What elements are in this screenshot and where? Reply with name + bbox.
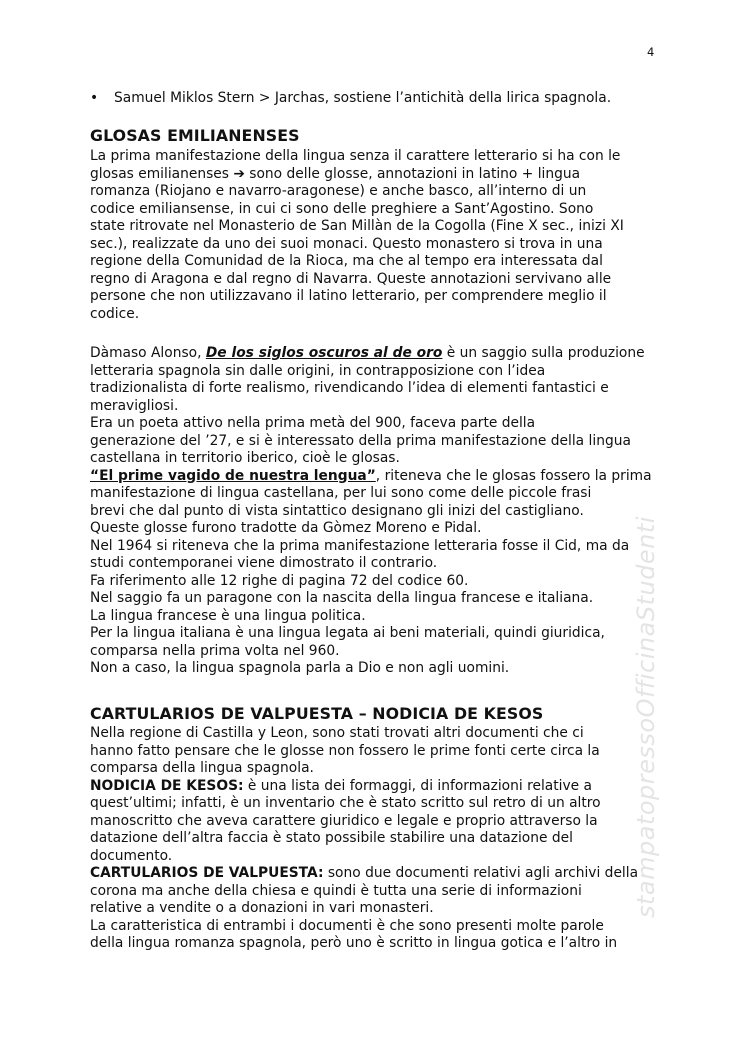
text-line: relative a vendite o a donazioni in vari monasteri. bbox=[90, 900, 434, 916]
text-line bbox=[90, 468, 650, 486]
text-line: hanno fatto pensare che le glosse non fossero le prime fonti certe circa la bbox=[90, 742, 600, 759]
term-label: NODICIA DE KESOS: bbox=[90, 777, 244, 794]
text-line: Non a caso, la lingua spagnola parla a Dio e non agli uomini. bbox=[90, 660, 510, 676]
text-line: letteraria spagnola sin dalle origini, in contrapposizione con l’idea bbox=[90, 362, 546, 379]
text-line: quest’ultimi; infatti, è un inventario che è stato scritto sul retro di un altro bbox=[90, 795, 601, 811]
paragraph-glosas bbox=[90, 148, 650, 323]
text-line: Nel 1964 si riteneva che la prima manifestazione letteraria fosse il Cid, ma da bbox=[90, 537, 630, 554]
text-line bbox=[90, 778, 650, 796]
bullet-text: Samuel Miklos Stern > Jarchas, sostiene l’antichità della lirica spagnola. bbox=[114, 90, 612, 106]
paragraph-cartularios bbox=[90, 725, 650, 953]
text-line: Per la lingua italiana è una lingua legata ai beni materiali, quindi giuridica, bbox=[90, 625, 605, 641]
section-heading-cartularios: CARTULARIOS DE VALPUESTA – NODICIA DE KESOS bbox=[90, 704, 544, 723]
text-span: sono due documenti relativi agli archivi della bbox=[323, 865, 639, 881]
text-span: è una lista dei formaggi, di informazioni relative a bbox=[243, 777, 592, 794]
text-line bbox=[90, 865, 650, 883]
bullet-item bbox=[90, 90, 611, 106]
text-line: La caratteristica di entrambi i documenti è che sono presenti molte parole bbox=[90, 917, 604, 934]
text-line: Nel saggio fa un paragone con la nascita della lingua francese e italiana. bbox=[90, 590, 594, 606]
text-line: sec.), realizzate da uno dei suoi monaci. Questo monastero si trova in una bbox=[90, 235, 603, 252]
section-heading-glosas: GLOSAS EMILIANENSES bbox=[90, 126, 300, 145]
text-line: Queste glosse furono tradotte da Gòmez Moreno e Pidal. bbox=[90, 520, 482, 536]
text-line: regione della Comunidad de la Rioca, ma che al tempo era interessata dal bbox=[90, 253, 603, 269]
text-line: comparsa nella prima volta nel 960. bbox=[90, 642, 340, 659]
text-line: generazione del ’27, e si è interessato della prima manifestazione della lingua bbox=[90, 432, 631, 449]
text-line: brevi che dal punto di vista sintattico designano gli inizi del castigliano. bbox=[90, 502, 584, 519]
text-line: meravigliosi. bbox=[90, 397, 179, 414]
paragraph-alonso bbox=[90, 345, 650, 678]
text-line: manifestazione di lingua castellana, per lui sono come delle piccole frasi bbox=[90, 485, 592, 501]
text-line: glosas emilianenses ➔ sono delle glosse, annotazioni in latino + lingua bbox=[90, 165, 581, 182]
text-line: corona ma anche della chiesa e quindi è tutta una serie di informazioni bbox=[90, 882, 582, 899]
text-line: documento. bbox=[90, 847, 173, 864]
bullet-symbol: • bbox=[90, 90, 99, 106]
text-line: della lingua romanza spagnola, però uno è scritto in lingua gotica e l’altro in bbox=[90, 935, 618, 951]
text-span: , riteneva che le glosas fossero la prima bbox=[375, 467, 652, 484]
text-line: romanza (Riojano e navarro-aragonese) e anche basco, all’interno di un bbox=[90, 183, 587, 199]
text-line: codice emiliansense, in cui ci sono delle preghiere a Sant’Agostino. Sono bbox=[90, 200, 594, 217]
text-line: persone che non utilizzavano il latino letterario, per comprendere meglio il bbox=[90, 288, 607, 304]
page-number: 4 bbox=[647, 45, 655, 59]
text-line: regno di Aragona e dal regno di Navarra. Queste annotazioni servivano alle bbox=[90, 270, 612, 287]
text-line: La lingua francese è una lingua politica. bbox=[90, 607, 366, 624]
text-line: manoscritto che aveva carattere giuridico e legale e proprio attraverso la bbox=[90, 812, 598, 829]
text-span: è un saggio sulla produzione bbox=[442, 345, 645, 361]
text-line bbox=[90, 345, 650, 363]
text-line: tradizionalista di forte realismo, rivendicando l’idea di elementi fantastici e bbox=[90, 380, 609, 396]
book-title: De los siglos oscuros al de oro bbox=[205, 345, 443, 361]
watermark: stampatopressoOfficinaStudenti bbox=[632, 516, 660, 918]
text-line: castellana in territorio iberico, cioè le glosas. bbox=[90, 450, 400, 466]
text-line: codice. bbox=[90, 305, 140, 322]
text-line: state ritrovate nel Monasterio de San Millàn de la Cogolla (Fine X sec., inizi XI bbox=[90, 218, 624, 234]
text-line: Era un poeta attivo nella prima metà del 900, faceva parte della bbox=[90, 415, 536, 431]
term-label: CARTULARIOS DE VALPUESTA: bbox=[90, 865, 324, 881]
text-line: La prima manifestazione della lingua senza il carattere letterario si ha con le bbox=[90, 148, 621, 164]
text-line: studi contemporanei viene dimostrato il contrario. bbox=[90, 555, 438, 571]
text-line: datazione dell’altra faccia è stato possibile stabilire una datazione del bbox=[90, 830, 573, 846]
text-line: comparsa della lingua spagnola. bbox=[90, 760, 314, 776]
author-intro: Dàmaso Alonso, bbox=[90, 345, 206, 361]
quote-text: “El prime vagido de nuestra lengua” bbox=[90, 467, 376, 484]
text-line: Nella regione di Castilla y Leon, sono stati trovati altri documenti che ci bbox=[90, 725, 584, 741]
text-line: Fa riferimento alle 12 righe di pagina 72 del codice 60. bbox=[90, 572, 469, 589]
